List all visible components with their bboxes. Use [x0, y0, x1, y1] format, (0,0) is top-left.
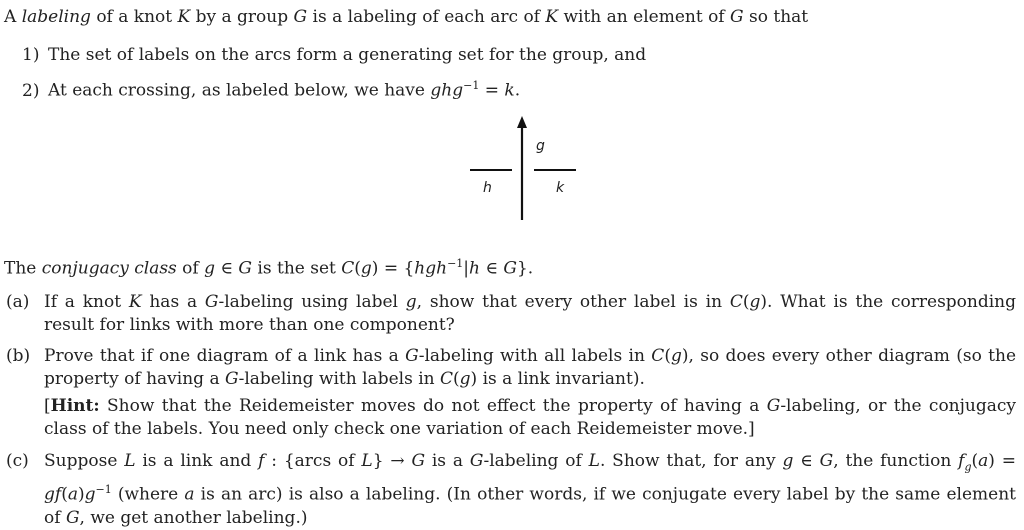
part-text: Suppose	[44, 451, 125, 471]
part-tag: (a)	[6, 292, 30, 312]
math-symbol: G	[411, 451, 426, 471]
part-paragraph	[44, 345, 1016, 391]
math-symbol: gf	[44, 485, 62, 506]
math-symbol: g	[405, 292, 417, 312]
math-symbol: G	[766, 396, 781, 416]
math-symbol: g	[782, 451, 794, 471]
part-text: Prove that if one diagram of a link has a	[44, 346, 406, 366]
part-text: -labeling of	[483, 451, 589, 471]
part-text: -labeling with all labels in	[418, 346, 652, 366]
exercise-parts	[6, 0, 1017, 529]
math-symbol: L	[124, 451, 136, 471]
math-symbol: G	[819, 451, 834, 471]
formula-k: k	[504, 80, 515, 101]
subscript: g	[964, 460, 972, 474]
part-text: is an arc) is also a labeling. (In other words, if we conjugate every label by the same element of	[44, 485, 1017, 529]
superscript: −1	[447, 257, 464, 270]
superscript: −1	[95, 483, 112, 497]
conj-text: |	[463, 258, 470, 279]
hint-bracket: [	[44, 396, 51, 416]
intro-text: A	[4, 7, 22, 27]
math-symbol: C	[440, 369, 454, 389]
part-c	[6, 450, 1016, 530]
conj-symbol: G	[238, 258, 253, 279]
part-text: )	[77, 485, 85, 506]
part-text: (where	[111, 485, 185, 506]
conj-text: ∈	[215, 258, 239, 279]
part-text: ) is a link invariant).	[470, 369, 645, 389]
conj-symbol: G	[503, 258, 517, 279]
part-text: , the function	[833, 451, 959, 471]
math-symbol: f	[258, 451, 265, 471]
math-symbol: a	[67, 485, 78, 506]
part-text: (	[453, 369, 460, 389]
conj-text: ) = {	[371, 258, 415, 279]
intro-text: of a knot	[90, 7, 178, 27]
math-symbol: G	[224, 369, 239, 389]
intro-text: by a group	[190, 7, 294, 27]
part-text: (	[742, 292, 750, 312]
math-symbol: g	[459, 369, 471, 389]
part-text: -labeling with labels in	[238, 369, 440, 389]
hint-label: Hint:	[50, 396, 100, 416]
part-body	[44, 345, 1016, 441]
hint-paragraph	[44, 395, 1016, 441]
hint-text: -labeling, or the conjugacy class of the labels. You need only check one variation of each Reidemeister move.]	[44, 396, 1016, 439]
knot-symbol: K	[177, 7, 191, 27]
labeling-term: labeling	[21, 7, 91, 27]
math-symbol: g	[749, 292, 761, 312]
math-symbol: a	[978, 451, 989, 471]
part-text: is a	[425, 451, 470, 471]
part-body	[44, 450, 1016, 530]
part-text: , we get another labeling.)	[79, 508, 308, 529]
part-text: (	[664, 346, 671, 366]
math-symbol: G	[204, 292, 219, 312]
part-text: ∈	[793, 451, 820, 471]
math-symbol: K	[128, 292, 142, 312]
part-text: } →	[372, 451, 412, 471]
part-tag: (c)	[6, 451, 29, 471]
conjugacy-term: conjugacy class	[41, 258, 177, 279]
part-text: ), so does every other diagram (so the property of having a	[44, 346, 1016, 389]
conj-text: ∈	[479, 258, 504, 279]
condition-text: .	[514, 80, 521, 101]
math-symbol: f	[958, 451, 965, 471]
group-symbol: G	[730, 7, 744, 27]
math-symbol: G	[405, 346, 419, 366]
part-text: -labeling using label	[218, 292, 406, 312]
intro-text: so that	[743, 7, 809, 27]
part-b	[6, 345, 1016, 441]
part-text: : {arcs of	[264, 451, 362, 471]
part-tag: (b)	[6, 346, 31, 366]
conj-text: }.	[516, 258, 534, 279]
part-text: , show that every other label is in	[416, 292, 730, 312]
knot-symbol: K	[545, 7, 559, 27]
condition-text: At each crossing, as labeled below, we have	[48, 80, 431, 101]
math-symbol: L	[588, 451, 600, 471]
conj-symbol: h	[469, 258, 480, 279]
math-symbol: G	[469, 451, 484, 471]
conj-text: The	[4, 258, 42, 279]
math-symbol: a	[184, 485, 195, 506]
part-a	[6, 291, 1016, 337]
math-symbol: L	[361, 451, 373, 471]
conj-symbol: C	[341, 258, 355, 279]
group-symbol: G	[293, 7, 308, 27]
formula: ghg	[430, 80, 464, 101]
math-symbol: G	[65, 508, 80, 529]
part-text: ) =	[988, 451, 1016, 471]
math-symbol: C	[729, 292, 743, 312]
part-text: has a	[141, 292, 205, 312]
formula-equals: =	[479, 80, 505, 101]
conj-text: of	[176, 258, 205, 279]
hint-text: Show that the Reidemeister moves do not effect the property of having a	[99, 396, 767, 416]
intro-text: is a labeling of each arc of	[307, 7, 546, 27]
label-h: h	[483, 180, 492, 196]
part-text: (	[971, 451, 979, 471]
condition-number: 1)	[22, 45, 40, 65]
math-symbol: g	[84, 485, 96, 506]
part-text: is a link and	[135, 451, 259, 471]
intro-text: with an element of	[558, 7, 730, 27]
part-text: . Show that, for any	[599, 451, 783, 471]
part-text: ). What is the corresponding result for links with more than one component?	[44, 292, 1017, 335]
part-body	[44, 291, 1016, 337]
part-text: If a knot	[44, 292, 129, 312]
conj-text: (	[354, 258, 361, 279]
part-text: (	[61, 485, 68, 506]
condition-text: The set of labels on the arcs form a generating set for the group, and	[48, 45, 647, 65]
label-k: k	[556, 180, 565, 196]
superscript: −1	[463, 79, 480, 92]
conj-symbol: g	[204, 258, 216, 279]
conj-symbol: hgh	[414, 258, 448, 279]
condition-number: 2)	[22, 80, 40, 101]
math-symbol: C	[651, 346, 665, 366]
conj-text: is the set	[252, 258, 342, 279]
label-g: g	[536, 138, 545, 154]
math-symbol: g	[670, 346, 682, 366]
conj-symbol: g	[360, 258, 372, 279]
